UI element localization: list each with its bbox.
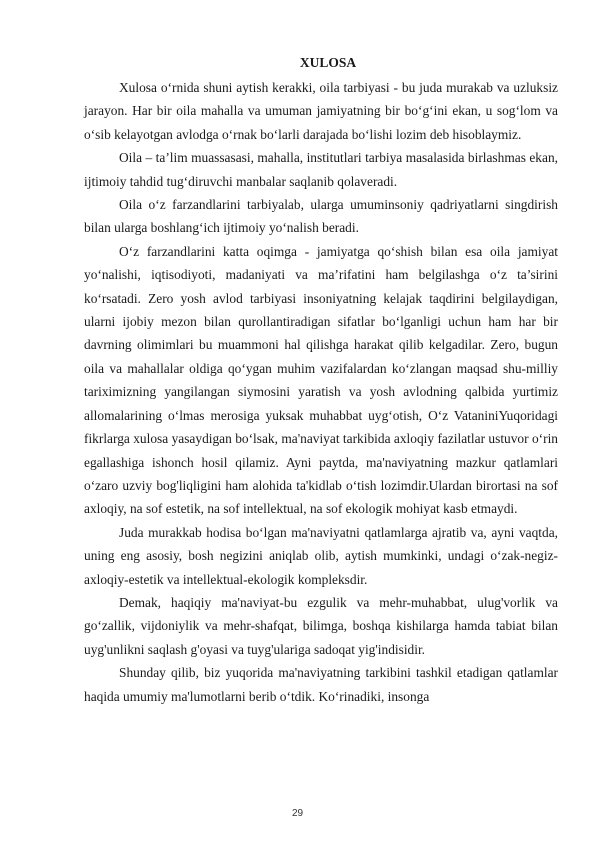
- paragraph-2: Oila – ta’lim muassasasi, mahalla, institutlari tarbiya masalasida birlashmas ekan, ijtimoiy tahdid tug‘diruvchi manbalar saqlanib qolaveradi.: [84, 150, 558, 189]
- paragraph-1: Xulosa o‘rnida shuni aytish kerakki, oila tarbiyasi - bu juda murakab va uzluksiz jarayon. Har bir oila mahalla va umuman jamiyatning bir bo‘g‘ini ekan, u sog‘lom va o‘sib kelayotgan avlodga o‘rnak bo‘larli darajada bo‘lishi lozim deb hisoblaymiz.: [84, 80, 558, 142]
- paragraph-7: Shunday qilib, biz yuqorida ma'naviyatning tarkibini tashkil etadigan qatlamlar haqida umumiy ma'lumotlarni berib o‘tdik. Ko‘rinadiki, insonga: [84, 665, 558, 704]
- page-number: 29: [291, 808, 304, 819]
- paragraph-3: Oila o‘z farzandlarini tarbiyalab, ularga umuminsoniy qadriyatlarni singdirish bilan ularga boshlang‘ich ijtimoiy yo‘nalish beradi.: [84, 197, 558, 236]
- paragraph-5: Juda murakkab hodisa bo‘lgan ma'naviyatni qatlamlarga ajratib va, ayni vaqtda, uning eng asosiy, bosh negizini aniqlab olib, aytish mumkinki, undagi o‘zak-negiz-axloqiy-estetik va intellektual-ekologik kompleksdir.: [84, 524, 558, 587]
- document-page: [84, 52, 558, 708]
- paragraph-4: O‘z farzandlarini katta oqimga - jamiyatga qo‘shish bilan esa oila jamiyat yo‘nalishi, iqtisodiyoti, madaniyati va ma’rifatini ham belgilashga o‘z ta’sirini ko‘rsatadi. Zero yosh avlod tarbiyasi insoniyatning kelajak taqdirini belgilaydigan, ularni ijobiy mezon bilan qurollantiradigan sifatlar bo‘lganligi uchun ham har bir davrning olimimlari bu muammoni hal qilishga harakat qilib kelgadilar. Zero, bugun oila va mahallalar oldiga qo‘ygan muhim vazifalardan ko‘zlangan maqsad shu-milliy tariximizning yangilangan siymosini yaratish va yosh avlodning qalbida yurtimiz allomalarining o‘lmas merosiga yuksak muhabbat uyg‘otish, O‘z VataniniYuqoridagi fikrlarga xulosa yasaydigan bo‘lsak, ma'naviyat tarkibida axloqiy fazilatlar ustuvor o‘rin egallashiga ishonch hosil qilamiz. Ayni paytda, ma'naviyatning mazkur qatlamlari o‘zaro uzviy bog'liqligini ham alohida ta'kidlab o‘tish lozimdir.Ulardan birortasi na sof axloqiy, na sof estetik, na sof intellektual, na sof ekologik mohiyat kasb etmaydi.: [84, 243, 558, 517]
- paragraph-6: Demak, haqiqiy ma'naviyat-bu ezgulik va mehr-muhabbat, ulug'vorlik va go‘zallik, vijdoniylik va mehr-shafqat, bilimga, boshqa kishilarga hamda tabiat bilan uyg'unlikni saqlash g'oyasi va tuyg'ulariga sadoqat yig'indisidir.: [84, 594, 558, 657]
- page-title: XULOSA: [299, 55, 357, 70]
